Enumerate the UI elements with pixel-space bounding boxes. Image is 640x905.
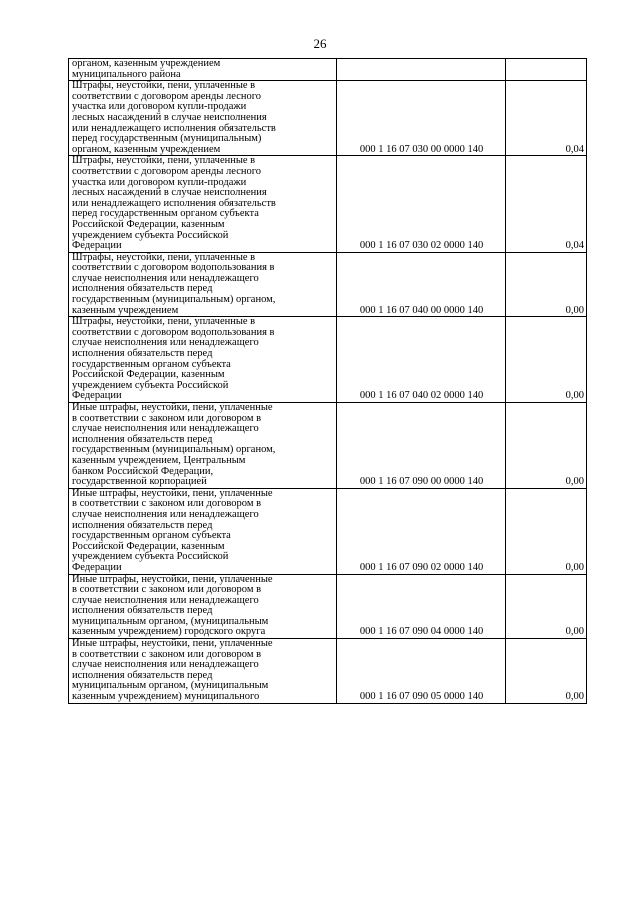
page-number: 26 — [313, 36, 327, 51]
row-amount: 0,00 — [506, 403, 587, 489]
row-amount: 0,00 — [506, 574, 587, 639]
row-name: Штрафы, неустойки, пени, уплаченные в соответствии с договором водопользования в случае неисполнения или ненадлежащего исполнения обязательств перед государственным (муниципальным) органом, казенным учреждением — [72, 251, 276, 316]
row-code: 000 1 16 07 090 04 0000 140 — [337, 574, 506, 639]
revenue-table — [68, 58, 587, 704]
row-amount: 0,04 — [506, 81, 587, 156]
row-code: 000 1 16 07 090 02 0000 140 — [337, 488, 506, 574]
row-amount: 0,00 — [506, 639, 587, 704]
row-name-cell — [69, 403, 337, 489]
row-name-cell — [69, 156, 337, 252]
row-amount: 0,00 — [506, 488, 587, 574]
table-row — [69, 403, 587, 489]
row-name-cell — [69, 488, 337, 574]
row-amount: 0,00 — [506, 317, 587, 403]
row-amount: 0,04 — [506, 156, 587, 252]
row-code: 000 1 16 07 040 00 0000 140 — [337, 252, 506, 317]
row-code: 000 1 16 07 030 02 0000 140 — [337, 156, 506, 252]
row-name: Штрафы, неустойки, пени, уплаченные в соответствии с договором аренды лесного участка или договором купли-продажи лесных насаждений в случае неисполнения или ненадлежащего исполнения обязательств перед государственным органом субъекта Российской Федерации, казенным учреждением субъекта Российской Федерации — [72, 155, 276, 252]
table-row — [69, 317, 587, 403]
row-name-cell — [69, 59, 337, 81]
row-name: Иные штрафы, неустойки, пени, уплаченные в соответствии с законом или договором в случае неисполнения или ненадлежащего исполнения обязательств перед муниципальным органом, (муниципальным казенным учреждением) городского округа — [72, 573, 273, 638]
row-name-cell — [69, 252, 337, 317]
row-name-cell — [69, 317, 337, 403]
row-name: Штрафы, неустойки, пени, уплаченные в соответствии с договором аренды лесного участка или договором купли-продажи лесных насаждений в случае неисполнения или ненадлежащего исполнения обязательств перед государственным (муниципальным) органом, казенным учреждением — [72, 80, 276, 155]
table-row — [69, 156, 587, 252]
row-name: Иные штрафы, неустойки, пени, уплаченные в соответствии с законом или договором в случае неисполнения или ненадлежащего исполнения обязательств перед государственным органом субъекта Российской Федерации, казенным учреждением субъекта Российской Федерации — [72, 487, 273, 573]
row-name: органом, казенным учреждением муниципального района — [72, 58, 221, 80]
row-amount — [506, 59, 587, 81]
row-code: 000 1 16 07 090 00 0000 140 — [337, 403, 506, 489]
row-name: Иные штрафы, неустойки, пени, уплаченные в соответствии с законом или договором в случае неисполнения или ненадлежащего исполнения обязательств перед государственным (муниципальным) органом, казенным учреждением, Центральным банком Российской Федерации, государственной корпорацией — [72, 402, 276, 488]
revenue-table-body — [69, 59, 587, 704]
row-code: 000 1 16 07 090 05 0000 140 — [337, 639, 506, 704]
table-row — [69, 252, 587, 317]
table-row — [69, 574, 587, 639]
row-code: 000 1 16 07 040 02 0000 140 — [337, 317, 506, 403]
row-code: 000 1 16 07 030 00 0000 140 — [337, 81, 506, 156]
table-row — [69, 81, 587, 156]
row-name: Иные штрафы, неустойки, пени, уплаченные в соответствии с законом или договором в случае неисполнения или ненадлежащего исполнения обязательств перед муниципальным органом, (муниципальным казенным учреждением) муниципального — [72, 638, 273, 703]
row-name: Штрафы, неустойки, пени, уплаченные в соответствии с договором водопользования в случае неисполнения или ненадлежащего исполнения обязательств перед государственным органом субъекта Российской Федерации, казенным учреждением субъекта Российской Федерации — [72, 316, 275, 402]
table-row — [69, 488, 587, 574]
table-row — [69, 59, 587, 81]
table-row — [69, 639, 587, 704]
row-amount: 0,00 — [506, 252, 587, 317]
row-name-cell — [69, 639, 337, 704]
row-code — [337, 59, 506, 81]
row-name-cell — [69, 81, 337, 156]
row-name-cell — [69, 574, 337, 639]
